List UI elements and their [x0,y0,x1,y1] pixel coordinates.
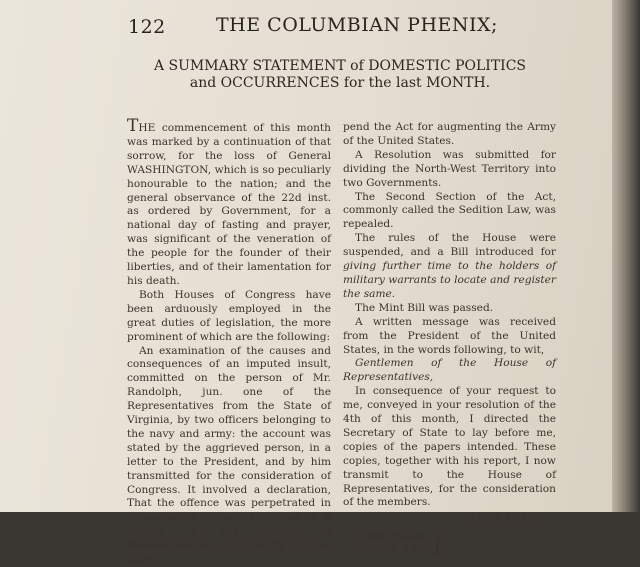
bill-title: giving further time to the holders of military warrants to locate and register the same. [343,260,556,300]
brace-glyph: } [429,528,446,558]
headline-line-2: and OCCURRENCES for the last MONTH. [120,75,560,92]
dateline [343,530,556,566]
paragraph [343,232,556,302]
paragraph: In consequence of your request to me, conveyed in your resolution of the 4th of this month, I directed the Secretary of State to lay before me, copies of the papers intended. These copies, together with his report, I now transmit to the House of Representatives, for the consideration of the members. [343,385,556,510]
paragraph-text: HE commencement of this month was marked by a continuation of that sorrow, for the loss of General WASHINGTON, which is so peculiarly honourable to the nation; and the general observance of the 22d inst. as ordered by Government, for a national day of fasting and prayer, was significant of the veneration of the people for the founder of their liberties, and of their lamentation for his death. [127,122,331,287]
paragraph: Both Houses of Congress have been arduously employed in the great duties of legislation, the more prominent of which are the following: [127,289,331,345]
paragraph [127,120,331,289]
salutation: Gentlemen of the House of Representatives, [343,357,556,385]
paragraph: An examination of the causes and consequences of an imputed insult, committed on the person of Mr. Randolph, jun. one of the Representatives from the State of Virginia, by two officers belonging to the navy and army: the account was stated by the aggrieved person, in a letter to the President, and by him transmitted for the consideration of Congress. It involved a declaration, That the offence was perpetrated in consequence of words uttered in a debate in the House of Representatives, derogatory to the dignity [127,345,331,567]
drop-cap: T [127,116,138,136]
paragraph: pend the Act for augmenting the Army of the United States. [343,121,556,149]
page-header [128,14,598,38]
text-column-left [127,120,331,567]
text-column-right [343,121,556,566]
paragraph-text: The rules of the House were suspended, and a Bill introduced for [343,232,556,258]
publication-title: THE COLUMBIAN PHENIX; [216,14,498,36]
paragraph: The Second Section of the Act, commonly called the Sedition Law, was repealed. [343,191,556,233]
dateline-date: Feb. 7, 1800. [363,544,433,558]
page-number: 122 [128,16,166,38]
signature: JOHN ADAMS. [343,512,556,526]
headline-line-1: A SUMMARY STATEMENT of DOMESTIC POLITICS [120,58,560,75]
article-headline [120,58,560,92]
paragraph: A written message was received from the President of the United States, in the words following, to wit, [343,316,556,358]
paragraph: A Resolution was submitted for dividing the North-West Territory into two Governments. [343,149,556,191]
paragraph: The Mint Bill was passed. [343,302,556,316]
page-edge-shadow [612,0,640,512]
dateline-place: United States, [351,530,428,544]
